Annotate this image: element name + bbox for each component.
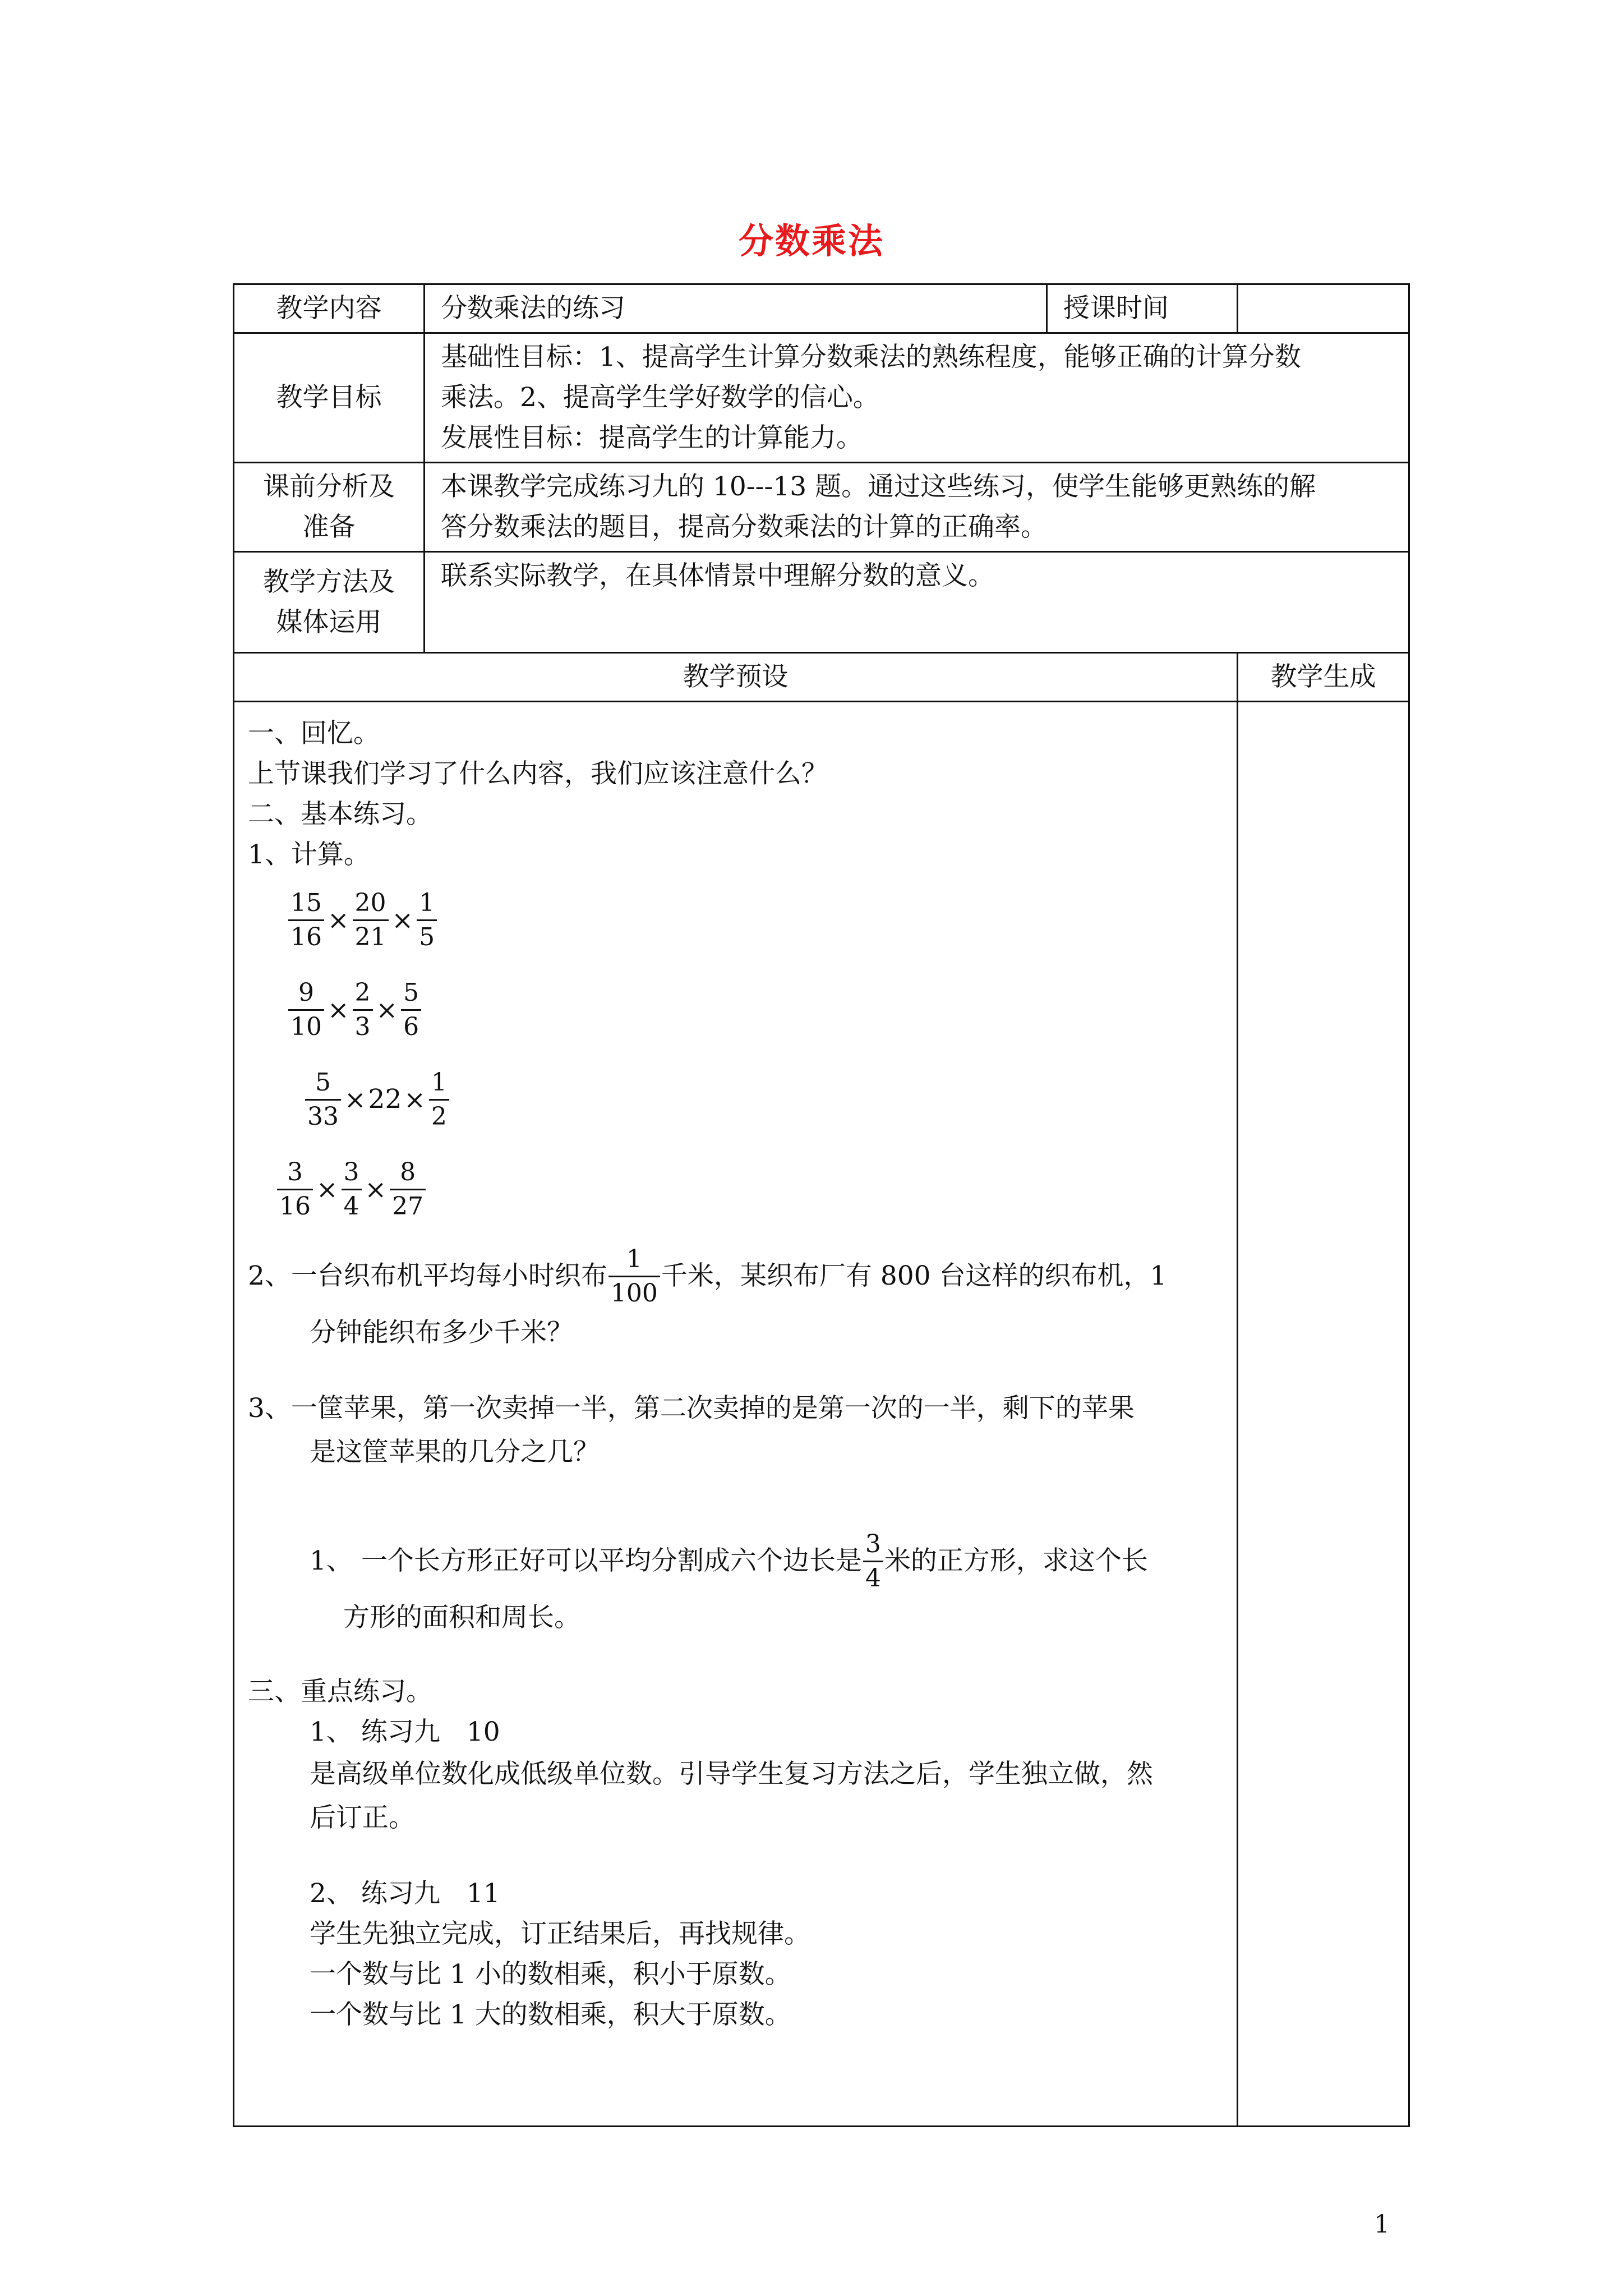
fraction: $\frac{1}{2}$ [429, 1066, 449, 1133]
text-line: 后订正。 [310, 1802, 415, 1833]
fraction: $\frac{5}{6}$ [401, 977, 421, 1043]
goals-line: 基础性目标：1、提高学生计算分数乘法的熟练程度，能够正确的计算分数 [441, 342, 1301, 372]
text-line: 是高级单位数化成低级单位数。引导学生复习方法之后，学生独立做，然 [310, 1759, 1153, 1789]
text-line: 分钟能织布多少千米？ [310, 1317, 573, 1348]
method-label [234, 552, 425, 653]
fraction: $\frac{15}{16}$ [288, 887, 324, 954]
document-title: 分数乘法 [738, 220, 884, 261]
times-sign: × [404, 1084, 426, 1115]
text-line: 上节课我们学习了什么内容，我们应该注意什么？ [248, 758, 828, 789]
text-line: 方形的面积和周长。 [343, 1602, 580, 1633]
outcome-header: 教学生成 [1238, 653, 1409, 702]
analysis-label [234, 463, 425, 552]
times-sign: × [391, 905, 414, 935]
times-sign: × [376, 995, 398, 1025]
fraction: $\frac{20}{21}$ [353, 887, 389, 954]
text-span: 千米，某织布厂有 800 台这样的织布机，1 [661, 1260, 1167, 1291]
goals-line: 乘法。2、提高学生学好数学的信心。 [441, 382, 879, 413]
times-sign: × [328, 995, 349, 1025]
fraction: $\frac{1}{100}$ [608, 1243, 660, 1310]
method-label-line: 媒体运用 [276, 606, 382, 638]
time-label: 授课时间 [1047, 284, 1238, 333]
method-value: 联系实际教学，在具体情景中理解分数的意义。 [425, 552, 1409, 653]
preset-body [234, 702, 1238, 2127]
content-value: 分数乘法的练习 [425, 284, 1047, 333]
page-number: 1 [1374, 2210, 1390, 2239]
content-label: 教学内容 [234, 284, 425, 333]
times-sign: × [328, 905, 349, 935]
fraction: $\frac{3}{4}$ [342, 1156, 362, 1223]
fraction: $\frac{5}{33}$ [305, 1066, 341, 1133]
integer: 22 [368, 1084, 402, 1115]
text-line: 学生先独立完成，订正结果后，再找规律。 [310, 1918, 810, 1949]
exercise-item: 1、 练习九 10 [310, 1717, 500, 1747]
text-span: 2、一台织布机平均每小时织布 [248, 1260, 607, 1291]
word-problem: 3、一筐苹果，第一次卖掉一半，第二次卖掉的是第一次的一半，剩下的苹果 [248, 1393, 1135, 1424]
fraction: $\frac{3}{16}$ [277, 1156, 313, 1223]
section-title: 二、基本练习。 [248, 799, 432, 830]
section-title: 三、重点练习。 [248, 1676, 432, 1707]
analysis-value [425, 463, 1409, 552]
goals-line: 发展性目标：提高学生的计算能力。 [441, 422, 863, 453]
section-title: 一、回忆。 [248, 718, 380, 749]
fraction: $\frac{3}{4}$ [863, 1528, 883, 1595]
calc-expression [248, 875, 1223, 965]
goals-label: 教学目标 [234, 333, 425, 463]
fraction: $\frac{1}{5}$ [417, 887, 437, 954]
exercise-item: 2、 练习九 11 [310, 1878, 500, 1909]
times-sign: × [365, 1174, 387, 1204]
goals-value [425, 333, 1409, 463]
preset-header: 教学预设 [234, 653, 1238, 702]
text-line: 一个数与比 1 小的数相乘，积小于原数。 [310, 1959, 791, 1990]
text-line: 是这筐苹果的几分之几？ [310, 1437, 600, 1467]
text-span: 1、 一个长方形正好可以平均分割成六个边长是 [310, 1545, 862, 1576]
analysis-label-line: 准备 [302, 512, 356, 542]
text-line: 1、计算。 [248, 839, 370, 870]
fraction: $\frac{9}{10}$ [288, 977, 324, 1043]
text-line: 一个数与比 1 大的数相乘，积大于原数。 [310, 1999, 791, 2030]
times-sign: × [344, 1084, 366, 1115]
word-problem [248, 1525, 1223, 1598]
method-label-line: 教学方法及 [263, 566, 395, 597]
analysis-line: 本课教学完成练习九的 10---13 题。通过这些练习，使学生能够更熟练的解 [441, 471, 1316, 502]
outcome-body [1238, 702, 1409, 2127]
times-sign: × [316, 1174, 338, 1204]
analysis-line: 答分数乘法的题目，提高分数乘法的计算的正确率。 [441, 512, 1047, 542]
text-span: 米的正方形，求这个长 [884, 1545, 1148, 1576]
calc-expression [248, 965, 1223, 1055]
fraction: $\frac{2}{3}$ [353, 977, 373, 1043]
fraction: $\frac{8}{27}$ [390, 1156, 426, 1223]
calc-expression [248, 1055, 1223, 1144]
analysis-label-line: 课前分析及 [263, 471, 395, 502]
lesson-plan-table [233, 283, 1410, 2127]
word-problem [248, 1240, 1223, 1313]
calc-expression [248, 1144, 1223, 1234]
time-value [1238, 284, 1409, 333]
